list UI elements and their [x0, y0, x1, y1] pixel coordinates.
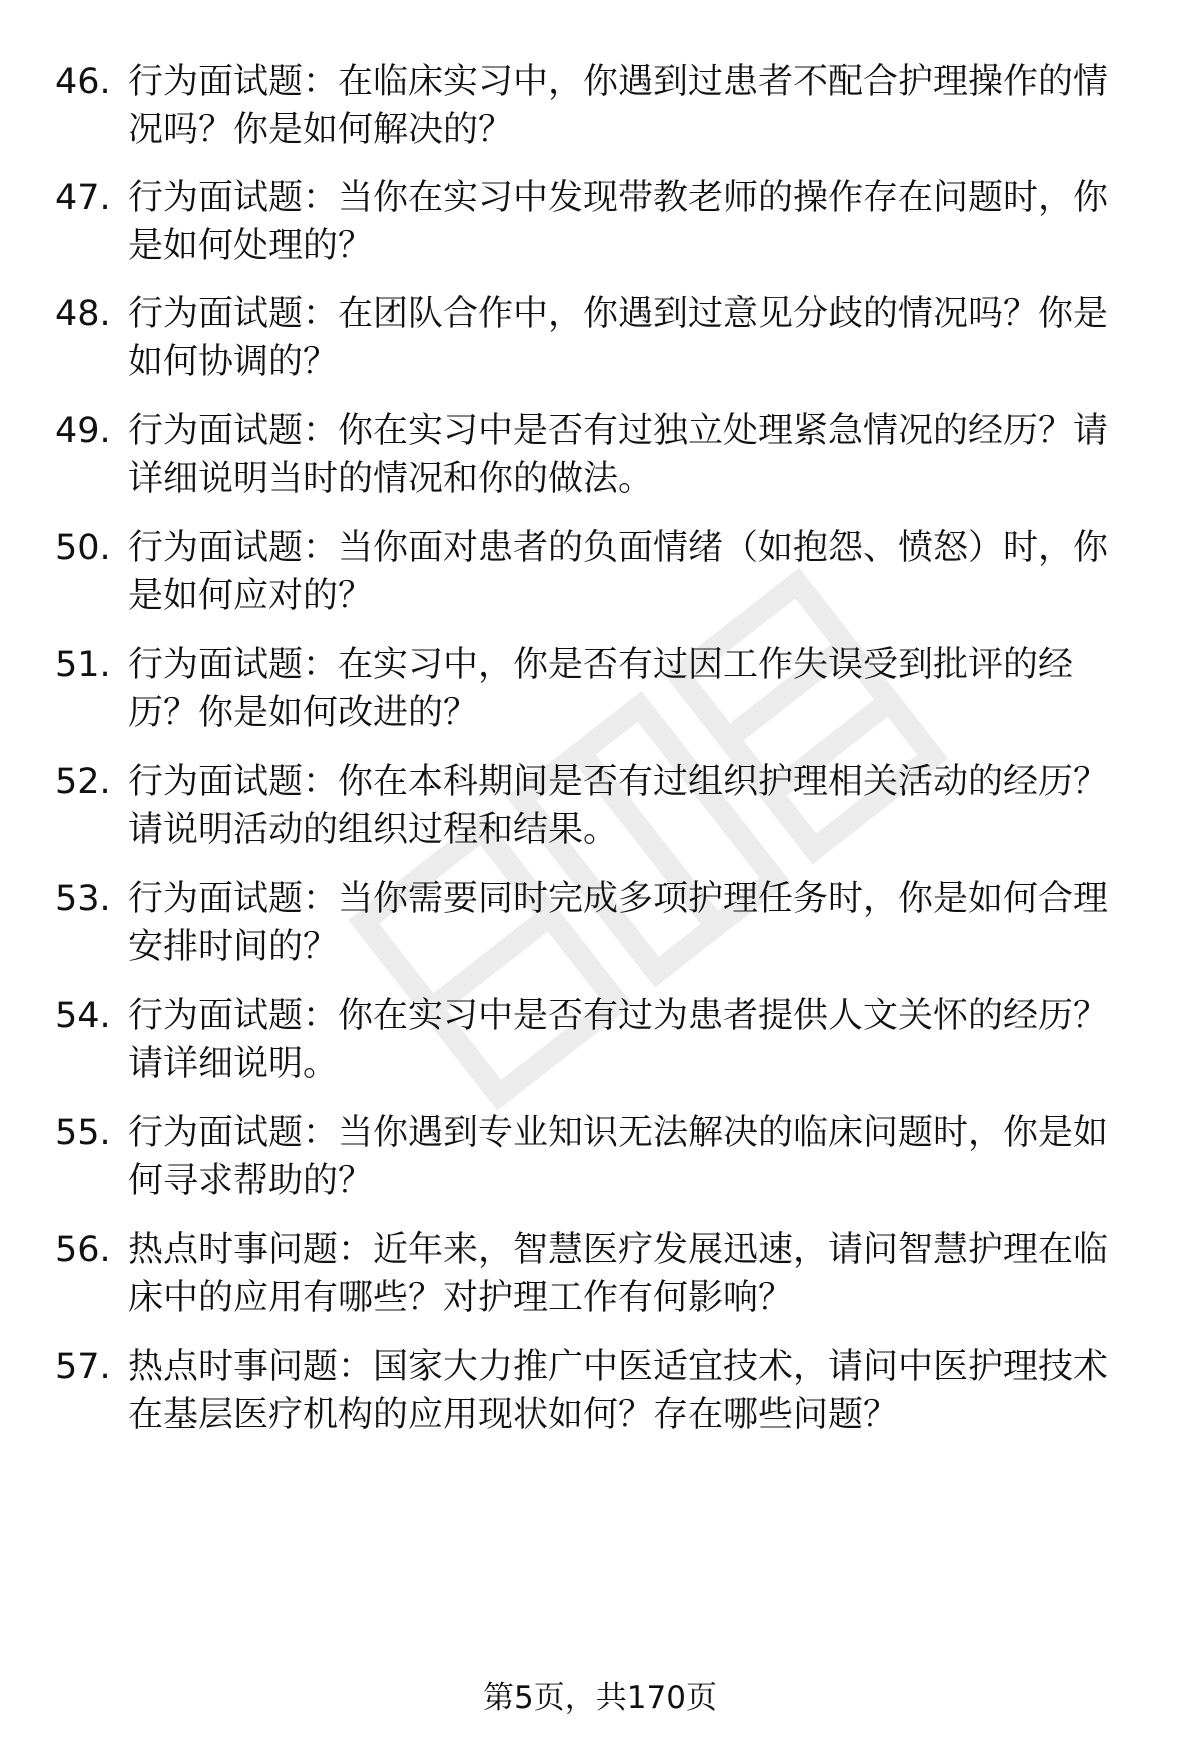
question-number: 48. — [55, 294, 111, 334]
question-number: 57. — [55, 1347, 111, 1387]
question-text: 行为面试题：当你面对患者的负面情绪（如抱怨、愤怒）时，你 是如何应对的？ — [128, 528, 1109, 616]
question-number: 51. — [55, 645, 111, 685]
question-number: 52. — [55, 762, 111, 802]
question-text: 行为面试题：你在本科期间是否有过组织护理相关活动的经历？ 请说明活动的组织过程和结果。 — [128, 762, 1109, 850]
question-number: 50. — [55, 528, 111, 568]
question-text: 行为面试题：当你在实习中发现带教老师的操作存在问题时，你 是如何处理的？ — [128, 178, 1109, 266]
question-text: 行为面试题：当你需要同时完成多项护理任务时，你是如何合理 安排时间的？ — [128, 879, 1109, 967]
question-number: 47. — [55, 178, 111, 218]
question-text: 热点时事问题：国家大力推广中医适宜技术，请问中医护理技术 在基层医疗机构的应用现状如何？存在哪些问题？ — [128, 1347, 1109, 1435]
question-number: 46. — [55, 62, 111, 102]
question-text: 热点时事问题：近年来，智慧医疗发展迅速，请问智慧护理在临 床中的应用有哪些？对护理工作有何影响？ — [128, 1230, 1109, 1318]
question-number: 56. — [55, 1230, 111, 1270]
question-text: 行为面试题：在实习中，你是否有过因工作失误受到批评的经 历？你是如何改进的？ — [128, 645, 1074, 733]
question-number: 53. — [55, 879, 111, 919]
question-text: 行为面试题：你在实习中是否有过独立处理紧急情况的经历？请 详细说明当时的情况和你的做法。 — [128, 411, 1109, 499]
page-footer: 第5页，共170页 — [483, 1680, 717, 1716]
question-text: 行为面试题：在团队合作中，你遇到过意见分歧的情况吗？你是 如何协调的？ — [128, 294, 1109, 382]
question-text: 行为面试题：在临床实习中，你遇到过患者不配合护理操作的情 况吗？你是如何解决的？ — [128, 62, 1109, 150]
question-number: 55. — [55, 1113, 111, 1153]
question-number: 54. — [55, 996, 111, 1036]
question-number: 49. — [55, 411, 111, 451]
question-text: 行为面试题：你在实习中是否有过为患者提供人文关怀的经历？ 请详细说明。 — [128, 996, 1109, 1084]
question-text: 行为面试题：当你遇到专业知识无法解决的临床问题时，你是如 何寻求帮助的？ — [128, 1113, 1109, 1201]
